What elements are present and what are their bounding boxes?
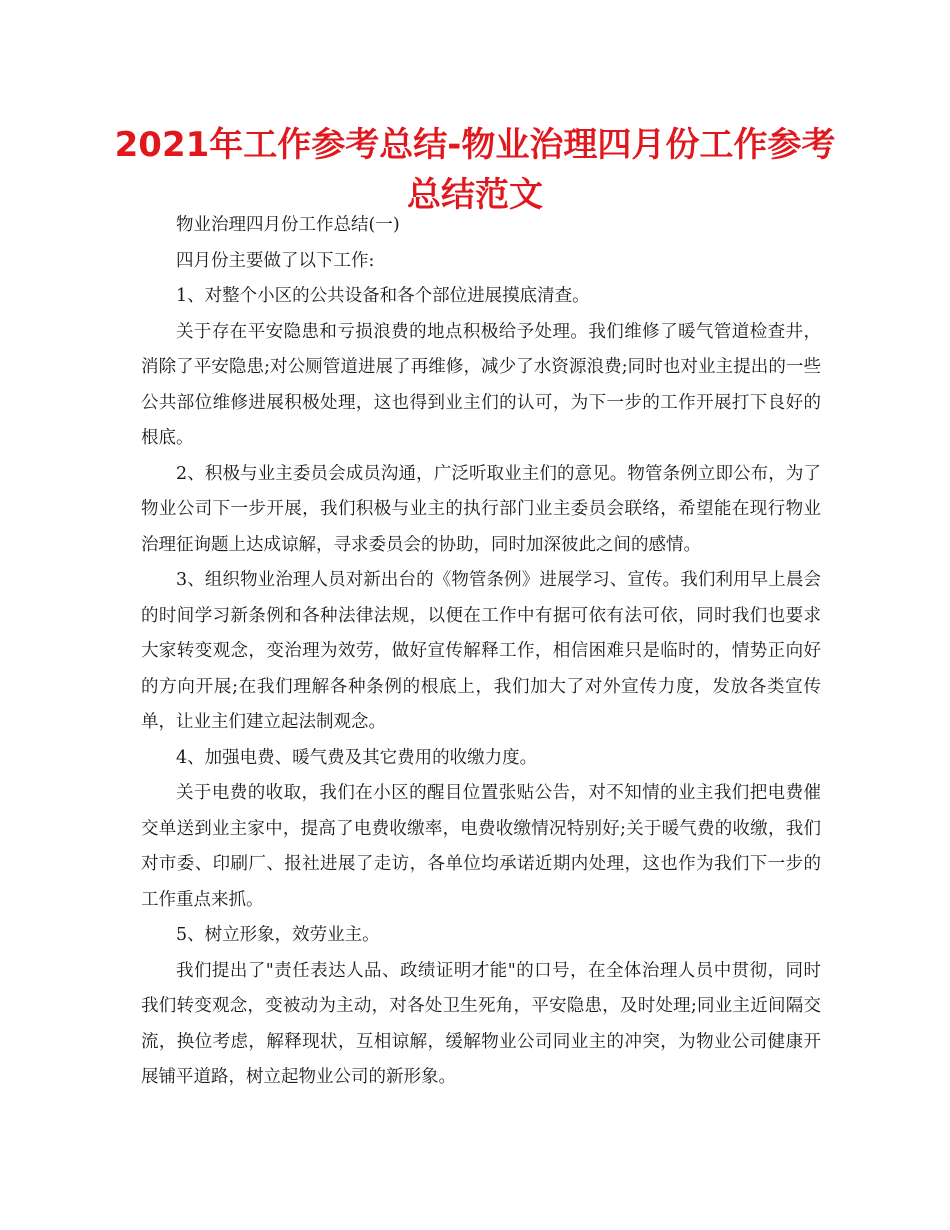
section-heading: 物业治理四月份工作总结(一) [176, 215, 400, 235]
item-paragraph-3: 3、组织物业治理人员对新出台的《物管条例》进展学习、宣传。我们利用早上晨会的时间学习新条例和各种法律法规，以便在工作中有据可依有法可依，同时我们也要求大家转变观念，变治理为效劳，做好宣传解释工作，相信困难只是临时的，情势正向好的方向开展;在我们理解各种条例的根底上，我们加大了对外宣传力度，发放各类宣传单，让业主们建立起法制观念。 [141, 570, 821, 732]
item-body-4: 关于电费的收取，我们在小区的醒目位置张贴公告，对不知情的业主我们把电费催交单送到业主家中，提高了电费收缴率，电费收缴情况特别好;关于暖气费的收缴，我们对市委、印刷厂、报社进展了走访，各单位均承诺近期内处理，这也作为我们下一步的工作重点来抓。 [141, 783, 821, 910]
intro-line: 四月份主要做了以下工作: [176, 250, 375, 271]
item-body-5: 我们提出了"责任表达人品、政绩证明才能"的口号，在全体治理人员中贯彻，同时我们转变观念，变被动为主动，对各处卫生死角，平安隐患，及时处理;同业主近间隔交流，换位考虑，解释现状，互相谅解，缓解物业公司同业主的冲突，为物业公司健康开展铺平道路，树立起物业公司的新形象。 [141, 960, 821, 1087]
document-title: 2021年工作参考总结-物业治理四月份工作参考总结范文 [114, 125, 836, 215]
item-paragraph-2: 2、积极与业主委员会成员沟通，广泛听取业主们的意见。物管条例立即公布，为了物业公司下一步开展，我们积极与业主的执行部门业主委员会联络，希望能在现行物业治理征询题上达成谅解，寻求委员会的协助，同时加深彼此之间的感情。 [141, 463, 821, 555]
item-body-1: 关于存在平安隐患和亏损浪费的地点积极给予处理。我们维修了暖气管道检查井，消除了平安隐患;对公厕管道进展了再维修，减少了水资源浪费;同时也对业主提出的一些公共部位维修进展积极处理，这也得到业主们的认可，为下一步的工作开展打下良好的根底。 [141, 321, 821, 448]
item-heading-5: 5、树立形象，效劳业主。 [176, 925, 380, 945]
item-heading-4: 4、加强电费、暖气费及其它费用的收缴力度。 [176, 747, 538, 768]
document-body [141, 208, 821, 1096]
item-heading-1: 1、对整个小区的公共设备和各个部位进展摸底清查。 [176, 286, 590, 306]
